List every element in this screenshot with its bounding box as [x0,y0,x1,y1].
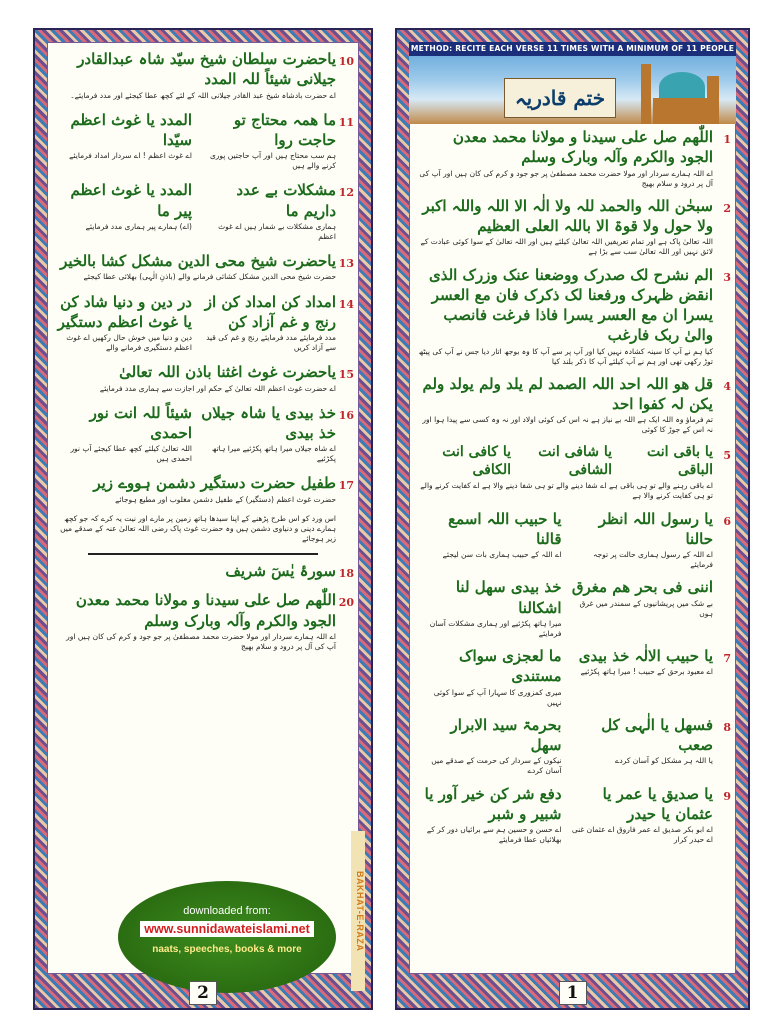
page-2-verses [48,43,358,652]
verse-block [48,110,358,172]
arabic-text: ما لعجزی سواک مستندی [459,647,562,686]
translation-text: مدد فرمایئے مدد فرمایئے رنج و غم کی قید سے آزاد کریں [206,333,336,353]
verse-column-left [56,403,192,465]
verse-number: 11 [338,115,354,129]
verse-number: 5 [723,448,731,462]
arabic-text: سبحٰن اللہ والحمد للہ ولا الٰہ الا اللہ واللہ اکبر ولا حول ولا قوۃ الا باللہ العلی العظیم [422,196,713,235]
verse-number: 14 [338,297,354,311]
verse-block [410,265,735,367]
verse-column-right [570,715,714,777]
arabic-text: یا باقی انت الباقی [647,443,713,479]
verse-columns [56,180,336,242]
verse-number: 3 [723,270,731,284]
ad-url-link[interactable]: www.sunnidawateislami.net [140,921,314,937]
translation-text: اس ورد کو اس طرح پڑھنے کے اپنا سیدھا ہاتھ زمین پر مارے اور نیت یہ کرے کہ جو کچھ ہمارے دینی و دنیاوی دشمن ہیں وہ حضرت غوث پاک رضی اللہ تعالیٰ عنہ کے صدقے میں زیر ہوجائے [60,513,336,543]
verse-number: 1 [723,133,731,146]
arabic-text: ما ھمہ محتاج تو حاجت روا [233,110,336,149]
arabic-text: مشکلات بے عدد داریم ما [236,181,336,220]
verse-number: 16 [338,408,354,422]
verse-block [410,509,735,571]
verse-block [48,403,358,465]
verse-block [48,473,358,504]
verse-column-left [418,784,562,846]
arabic-text: یا حبیب الالٰہ خذ بیدی [578,647,713,666]
translation-text: یا اللہ ہر مشکل کو آسان کردے [614,756,713,766]
verse-column-left [56,292,192,354]
verse-number: 18 [338,567,354,581]
arabic-text: اللّٰھم صل علی سیدنا و مولانا محمد معدن الجود والکرم وآلہ وبارک وسلم [75,591,336,630]
verse-column-right [570,577,714,639]
verse-block [48,561,358,581]
page-1-content [409,42,736,974]
verse-column-left [418,715,562,777]
arabic-text: یاحضرت غوث اغثنا باذن اللہ تعالیٰ [119,363,336,382]
page-1-panel [395,28,750,1010]
verse-block [48,590,358,652]
verse-number: 17 [338,479,354,493]
verse-block [48,49,358,101]
verse-block [48,292,358,354]
translation-text: بے شک میں پریشانیوں کے سمندر میں غرق ہوں [579,598,713,618]
page-2-content [47,42,365,974]
verse-number: 2 [723,201,731,215]
verse-number: 13 [338,257,354,271]
arabic-text: قل ھو اللہ احد اللہ الصمد لم یلد ولم یولد ولم یکن لہ کفوا احد [422,374,713,413]
translation-text: اللہ تعالیٰ کیلئے کچھ عطا کیجئے آپ نور احمدی ہیں [70,444,192,464]
method-banner: METHOD: RECITE EACH VERSE 11 TIMES WITH A MINIMUM OF 11 PEOPLE [409,42,736,56]
translation-text: دین و دنیا میں خوش حال رکھیں اے غوث اعظم دستگیری فرمانے والے [66,333,192,353]
verse-block [410,577,735,639]
verse-columns [56,403,336,465]
arabic-text: یا رسول اللہ انظر حالنا [598,509,713,548]
verse-columns [56,292,336,354]
translation-text: (اے) ہمارے پیر ہماری مدد فرمایئے [85,221,192,231]
arabic-text: دفع شر کن خیر آور یا شبیر و شبر [424,784,562,823]
verse-column-right [200,110,336,172]
verse-number: 10 [338,55,354,68]
verse-columns [418,784,713,846]
translation-text: نیکوں کے سردار کی حرمت کے صدقے میں آسان کردے [431,756,562,776]
translation-text: اے اللہ ہمارے سردار اور مولا حضرت محمد مصطفیٰ پر جو جود و کرم کی کان ہیں اور آپ کی آل پر درود و سلام بھیج [419,168,713,188]
verse-column-left [418,509,562,571]
arabic-text: فسھل یا الٰہی کل صعب [601,715,713,755]
page-1-verses [410,123,735,845]
translation-text: میری کمزوری کا سہارا آپ کے سوا کوئی نہیں [433,687,562,707]
verse-column-right [200,292,336,354]
translation-text: ہم سب محتاج ہیں اور آپ حاجتیں پوری کرنے والے ہیں [209,151,336,171]
publisher-vertical-text: BAKHAT-E-RAZA [351,831,365,991]
translation-text: ہماری مشکلات بے شمار ہیں اے غوث اعظم [218,221,336,241]
page-number-1: 1 [559,981,587,1005]
verse-column-right [570,646,714,708]
translation-text: اے معبود برحق کے حبیب ! میرا ہاتھ پکڑئیے [580,667,713,677]
minaret-shape [641,64,651,124]
verse-block [410,196,735,258]
verse-block [48,251,358,282]
verse-column-left [56,110,192,172]
verse-columns [418,509,713,571]
arabic-text: اننی فی بحر ھم مغرق [571,578,713,597]
translation-text: اے شاہ جیلاں میرا ہاتھ پکڑئیے میرا ہاتھ پکڑئیے [211,444,336,464]
verse-column-right [570,509,714,571]
arabic-text: بحرمۃ سید الابرار سھل [450,715,562,755]
arabic-text: المدد یا غوث اعظم پیر ما [70,181,192,220]
verse-column-right [570,784,714,846]
verse-number: 20 [338,596,354,610]
translation-text: اے ابو بکر صدیق اے عمر فاروق اے عثمان غنی اے حیدر کرار [571,825,713,845]
verse-column-right [200,403,336,465]
translation-text: تم فرماؤ وہ اللہ ایک ہے اللہ بے نیاز ہے نہ اس کی کوئی اولاد اور نہ وہ کسی سے پیدا ہوا اور نہ اس کے جوڑ کا کوئی [422,415,713,435]
translation-text: اے حضرت بادشاہ شیخ عبد القادر جیلانی اللہ کے لئے کچھ عطا کیجئے اور مدد فرمایئے۔ [70,90,336,100]
verse-columns [418,646,713,708]
translation-text: حضرت غوث اعظم (دستگیر) کے طفیل دشمن مغلوب اور مطیع ہوجائے [115,494,336,504]
ad-tagline: naats, speeches, books & more [152,944,302,955]
arabic-text: یا شافی انت الشافی [538,443,612,479]
arabic-text: اللّٰھم صل علی سیدنا و مولانا محمد معدن الجود والکرم وآلہ وبارک وسلم [452,128,713,167]
verse-number: 15 [338,368,354,382]
verse-number: 8 [723,720,731,734]
arabic-text: یاحضرت شیخ محی الدین مشکل کشا بالخیر [60,252,336,271]
verse-block [48,180,358,242]
arabic-text: خذ بیدی یا شاہ جیلاں خذ بیدی [201,403,336,442]
translation-text: اے باقی رہنے والے تو ہی باقی ہے اے شفا دینے والے تو ہی شفا دینے والا ہے اے کفایت کرنے والے تو ہی کفایت کرنے والا ہے [420,481,713,501]
translation-text: اے حسن و حسین ہم سے برائیاں دور کر کے بھلائیاں عطا فرمایئے [426,825,562,845]
verse-column-left [56,180,192,242]
verse-number: 12 [338,186,354,200]
arabic-text: طفیل حضرت دستگیر دشمن ہووے زیر [93,474,336,493]
verse-block [48,362,358,393]
translation-text: کیا ہم نے آپ کا سینہ کشادہ نہیں کیا اور آپ پر سے آپ کا وہ بوجھ اتار دیا جس نے آپ کی پیٹھ توڑ رکھی تھی اور ہم نے آپ کیلئے آپ کا ذکر بلند کیا [418,346,713,366]
arabic-text: یا حبیب اللہ اسمع قالنا [448,509,562,548]
verse-block [410,374,735,436]
verse-number: 4 [723,379,731,393]
translation-text: حضرت شیخ محی الدین مشکل کشائی فرمانے والے (باذنِ الٰہی) بھلائی عطا کیجئے [83,272,336,282]
arabic-text: در دین و دنیا شاد کن یا غوث اعظم دستگیر [57,292,192,331]
translation-text: اے غوث اعظم ! اے سردار امداد فرمایئے [69,151,192,161]
minaret-shape-2 [707,76,719,124]
arabic-text: سورۂ یٰسٓ شریف [225,562,336,581]
translation-text: اے حضرت غوث اعظم اللہ تعالیٰ کے حکم اور اجازت سے ہماری مدد فرمایئے [99,383,336,393]
arabic-text: امداد کن امداد کن از رنج و غم آزاد کن [204,292,336,331]
arabic-text: شیئاً للہ انت نور احمدی [89,403,192,442]
arabic-text: یا کافی انت الکافی [442,443,511,479]
translation-text: اے اللہ ہمارے سردار اور مولا حضرت محمد مصطفیٰ پر جو جود و کرم کی کان ہیں اور آپ کی آل پر درود و سلام بھیج [66,631,336,651]
page-2-panel [33,28,373,1010]
arabic-text: الم نشرح لک صدرک ووضعنا عنک وزرک الذی انقض ظہرک ورفعنا لک ذکرک فان مع العسر یسرا ان مع العسر یسرا فاذا فرغت فانصب والیٰ ربک فارغب [428,265,713,345]
page-number-2: 2 [189,981,217,1005]
verse-block [410,715,735,777]
verse-columns [418,715,713,777]
verse-number: 6 [723,514,731,528]
verse-column-left [418,577,562,639]
arabic-text: خذ بیدی سھل لنا اشکالنا [455,578,562,617]
verse-columns-three [418,443,713,481]
verse-block [410,127,735,189]
verse-block [410,784,735,846]
verse-column-left [418,646,562,708]
verse-columns [418,577,713,639]
download-ad[interactable] [118,881,336,993]
translation-text: میرا ہاتھ پکڑئیے اور ہماری مشکلات آسان فرمایئے [429,618,562,638]
header-image [409,42,736,124]
verse-columns [56,110,336,172]
verse-column-right [200,180,336,242]
verse-block [410,646,735,708]
divider-line [88,553,318,555]
verse-block [48,514,358,544]
translation-text: اللہ تعالیٰ پاک ہے اور تمام تعریفیں اللہ تعالیٰ کیلئے ہیں اور اللہ تعالیٰ کے سوا کوئی عبادت کے لائق نہیں اور اللہ تعالیٰ سب سے بڑا ہے [420,237,713,257]
arabic-text: یا صدیق یا عمر یا عثمان یا حیدر [602,784,713,823]
arabic-text: یاحضرت سلطان شیخ سیّد شاہ عبدالقادر جیلانی شیئاً للہ المدد [77,50,336,89]
translation-text: اے اللہ کے رسول ہماری حالت پر توجہ فرمایئے [593,550,713,570]
translation-text: اے اللہ کے حبیب ہماری بات سن لیجئے [442,550,562,560]
verse-block [410,443,735,502]
verse-number: 9 [723,789,731,803]
page-title: ختم قادریہ [504,78,616,118]
verse-number: 7 [723,652,731,666]
arabic-text: المدد یا غوث اعظم سیّدا [70,110,192,149]
ad-downloaded-from: downloaded from: [183,905,271,917]
